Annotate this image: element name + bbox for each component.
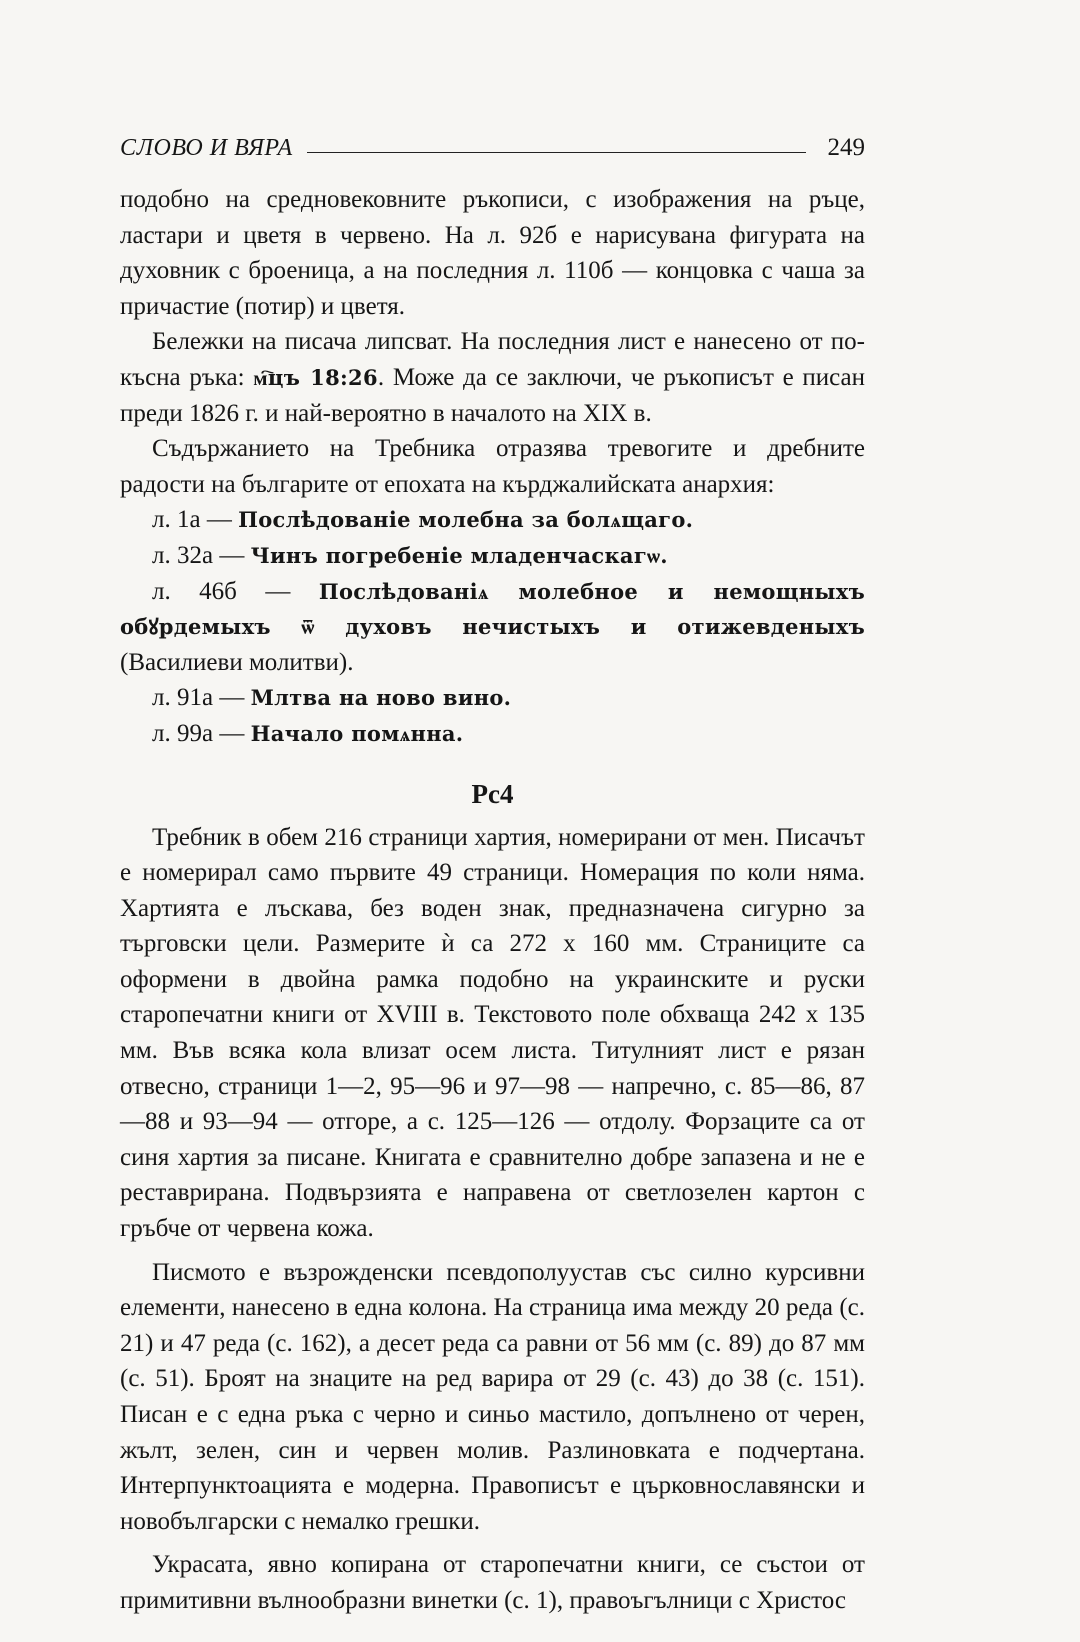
church-slavonic-note: м҇цъ 18:26 — [253, 364, 378, 390]
leaf-ref: л. 1а — — [152, 506, 239, 534]
leaf-ref: л. 91а — — [152, 684, 251, 712]
paragraph-decoration: Украсата, явно копирана от старопечатни книги, се състои от примитивни вълнообразни винетки (с. 1), правоъгълници с Христос — [120, 1551, 865, 1614]
church-slavonic-title: Послѣдованіѧ молебное и немощныхъ обꙋрдемыхъ ѿ духовъ нечистыхъ и отижевденыхъ — [120, 578, 865, 640]
scribe-notes-text: Бележки на писача липсват. На последния лист е нанесено от по-късна ръка: — [120, 328, 865, 391]
paragraph-script: Писмото е възрожденски псевдополуустав със силно курсивни елементи, нанесено в една колона. На страница има между 20 реда (с. 21) и 47 реда (с. 162), а десет реда са равни от 56 мм (с. 89) до 87 мм (с. 51). Броят на знаците на ред варира от 29 (с. 43) до 38 (с. 151). Писан е с една ръка с черно и синьо мастило, допълнено от черен, жълт, зелен, син и червен молив. Разлиновката е подчертана. Интерпунктоацията е модерна. Правописът е църковнославянски и новобългарски с немалко грешки. — [120, 1258, 865, 1535]
page-number: 249 — [827, 134, 865, 161]
leaf-ref: л. 99а — — [152, 719, 251, 747]
header-rule — [307, 152, 806, 153]
contents-entry — [120, 502, 865, 538]
contents-entry — [120, 716, 865, 752]
church-slavonic-title: Начало помѧнна. — [250, 720, 464, 746]
running-header — [120, 128, 865, 168]
section-heading: Рс4 — [471, 778, 514, 809]
paragraph-contents-intro: Съдържанието на Требника отразява тревогите и дребните радости на българите от епохата на кърджалийската анархия: — [120, 435, 865, 498]
church-slavonic-title: Чинъ погребеніе младенчаскагѡ. — [250, 542, 668, 568]
paragraph-gap — [120, 1539, 865, 1547]
church-slavonic-title: Млтва на ново вино. — [250, 685, 512, 711]
leaf-ref: л. 46б — — [152, 577, 319, 605]
body-text — [120, 182, 865, 1619]
paragraph-scribe-notes — [120, 324, 865, 431]
paragraph-description: Требник в обем 216 страници хартия, номерирани от мен. Писачът е номерирал само първите 49 страници. Номерация по коли няма. Хартията е лъскава, без воден знак, предназначена сигурно за търговски цели. Размерите ѝ са 272 х 160 мм. Страниците са оформени в двойна рамка подобно на украинските и руски старопечатни книги от XVIII в. Текстовото поле обхваща 242 х 135 мм. Във всяка кола влизат осем листа. Титулният лист е рязан отвесно, страници 1—2, 95—96 и 97—98 — напречно, с. 85—86, 87—88 и 93—94 — отгоре, а с. 125—126 — отдолу. Форзаците са от синя хартия за писане. Книгата е сравнително добре запазена и не е реставрирана. Подвързията е направена от светлозелен картон с гръбче от червена кожа. — [120, 823, 865, 1243]
entry-note: (Василиеви молитви). — [120, 648, 354, 676]
contents-entry — [120, 538, 865, 574]
paragraph-gap — [120, 1247, 865, 1255]
paragraph-continued: подобно на средновековните ръкописи, с изображения на ръце, ластари и цветя в червено. На л. 92б е нарисувана фигурата на духовник с броеница, а на последния л. 110б — концовка с чаша за причастие (потир) и цветя. — [120, 186, 865, 320]
journal-title: СЛОВО И ВЯРА — [120, 134, 293, 161]
leaf-ref: л. 32а — — [152, 541, 251, 569]
scribe-notes-conclusion: . Може да се заключи, че ръкописът е писан преди 1826 г. и най-вероятно в началото на XIX в. — [120, 363, 865, 427]
church-slavonic-title: Послѣдованіе молебна за болѧщаго. — [238, 507, 694, 533]
contents-entry — [120, 680, 865, 716]
contents-entry — [120, 574, 865, 681]
